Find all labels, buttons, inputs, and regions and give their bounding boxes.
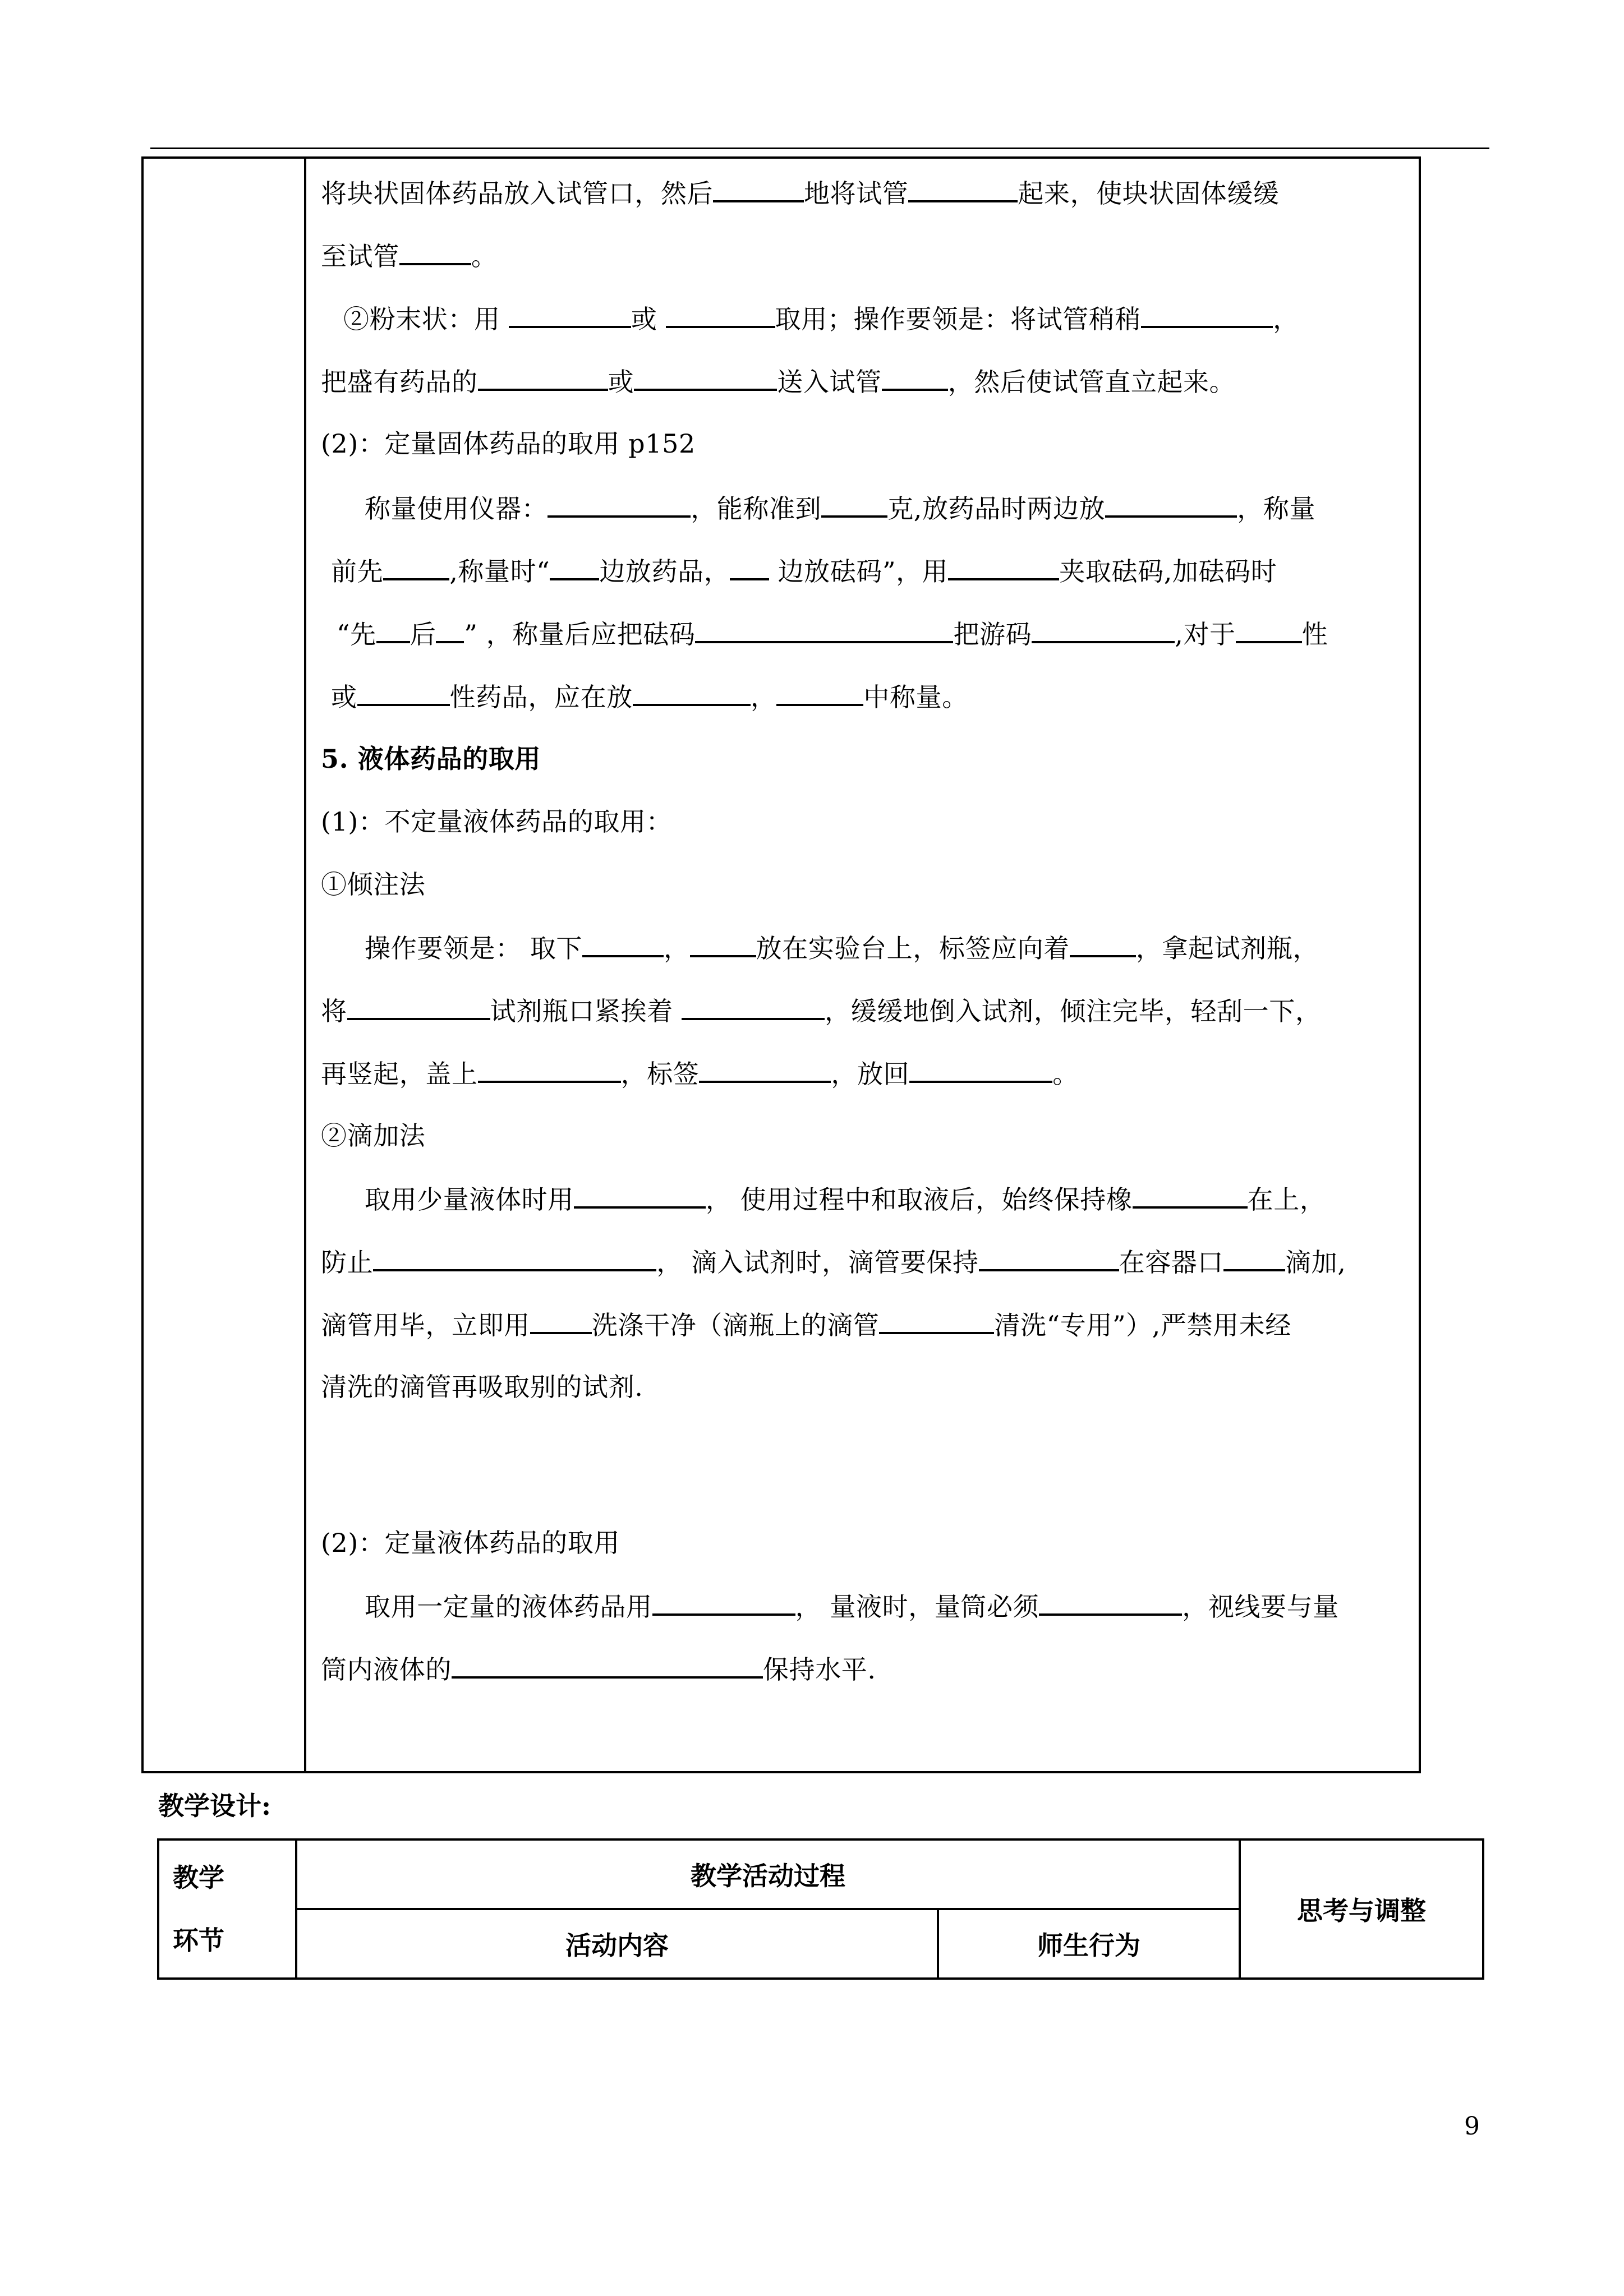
line-text: 至试管 — [321, 241, 399, 271]
fill-in-blank[interactable] — [582, 930, 664, 957]
line-text: 5. 液体药品的取用 — [321, 744, 541, 774]
fill-in-blank[interactable] — [1236, 616, 1302, 643]
fill-in-blank[interactable] — [690, 930, 756, 957]
line-text: ，缓缓地倒入试剂，倾注完毕，轻刮一下， — [825, 996, 1322, 1026]
reflection-header: 思考与调整 — [1240, 1839, 1483, 1979]
fill-in-blank[interactable] — [347, 993, 490, 1020]
line-text: 中称量。 — [863, 682, 968, 712]
fill-in-blank[interactable] — [979, 1244, 1119, 1271]
line-text: 防止 — [321, 1247, 374, 1278]
line-text: (1)：不定量液体药品的取用： — [321, 806, 673, 837]
fill-in-blank[interactable] — [548, 491, 691, 518]
line-text: ①倾注法 — [321, 869, 426, 900]
fill-in-blank[interactable] — [383, 554, 449, 580]
line-text: ②粉末状：用 — [343, 304, 509, 334]
line-text: 保持水平. — [763, 1654, 876, 1685]
fill-in-blank[interactable] — [948, 554, 1059, 580]
fill-in-blank[interactable] — [1039, 1589, 1182, 1616]
line-text: ，标签 — [620, 1059, 700, 1089]
fill-in-blank[interactable] — [882, 364, 948, 391]
teacher-student-header: 师生行为 — [938, 1909, 1240, 1979]
text-line — [321, 868, 425, 901]
fill-in-blank[interactable] — [452, 1652, 763, 1679]
line-text: ，称量 — [1237, 494, 1316, 524]
text-line — [321, 1056, 1079, 1091]
line-text: ， 使用过程中和取液后，始终保持橡 — [705, 1184, 1133, 1215]
fill-in-blank[interactable] — [1105, 491, 1237, 518]
fill-in-blank[interactable] — [695, 616, 953, 643]
text-line — [343, 301, 1299, 336]
text-line — [321, 1370, 643, 1404]
text-line — [321, 1526, 620, 1560]
line-text: ，视线要与量 — [1182, 1592, 1339, 1622]
activity-content-header: 活动内容 — [296, 1909, 938, 1979]
fill-in-blank[interactable] — [682, 993, 825, 1020]
line-text: ，拿起试剂瓶， — [1135, 933, 1319, 963]
fill-in-blank[interactable] — [666, 301, 775, 328]
line-text: 。 — [1052, 1059, 1079, 1089]
line-text: 洗涤干净（滴瓶上的滴管 — [591, 1310, 880, 1340]
line-text: 放在实验台上，标签应向着 — [756, 933, 1070, 963]
text-line — [337, 616, 1328, 651]
line-text: 滴管用毕，立即用 — [321, 1310, 530, 1340]
text-line — [321, 993, 1321, 1028]
line-text: 将 — [321, 996, 347, 1026]
line-text: 性 — [1301, 619, 1328, 649]
line-text: 把游码 — [953, 619, 1032, 649]
content-table-divider — [304, 156, 306, 1773]
fill-in-blank[interactable] — [1032, 616, 1175, 643]
fill-in-blank[interactable] — [633, 679, 751, 706]
line-text: 再竖起，盖上 — [321, 1059, 478, 1089]
page-number: 9 — [1464, 2112, 1480, 2141]
line-text: 滴加, — [1285, 1247, 1346, 1278]
text-line — [321, 742, 541, 776]
header-rule — [150, 147, 1489, 149]
line-text: ，放回 — [831, 1059, 910, 1089]
fill-in-blank[interactable] — [509, 301, 631, 328]
line-text: 。 — [471, 241, 498, 271]
fill-in-blank[interactable] — [1070, 930, 1136, 957]
text-line — [321, 805, 672, 838]
text-line — [321, 238, 497, 273]
line-text: 筒内液体的 — [321, 1654, 452, 1685]
line-text: 清洗“专用”）,严禁用未经 — [994, 1310, 1291, 1340]
line-text: 送入试管 — [777, 367, 882, 397]
line-text: 边放药品， — [599, 556, 730, 587]
line-text: 起来，使块状固体缓缓 — [1018, 178, 1280, 209]
line-text: 取用；操作要领是：将试管稍稍 — [775, 304, 1142, 334]
line-text: 边放砝码”，用 — [769, 556, 949, 587]
teaching-stage-line-1: 教学 — [173, 1862, 224, 1893]
line-text: ②滴加法 — [321, 1121, 426, 1151]
text-line — [365, 930, 1319, 965]
fill-in-blank[interactable] — [399, 238, 471, 265]
text-line — [365, 1589, 1339, 1624]
line-text: 前先 — [331, 556, 384, 587]
line-text: 在容器口 — [1119, 1247, 1224, 1278]
line-text: 操作要领是： 取下 — [365, 933, 583, 963]
line-text: 性药品，应在放 — [449, 682, 633, 712]
text-line — [321, 1652, 876, 1686]
line-text: 将块状固体药品放入试管口，然后 — [321, 178, 713, 209]
line-text: ， — [750, 682, 777, 712]
line-text: 后 — [410, 619, 436, 649]
teaching-process-header: 教学活动过程 — [296, 1839, 1240, 1909]
text-line — [321, 1119, 425, 1152]
line-text: 把盛有药品的 — [321, 367, 478, 397]
fill-in-blank[interactable] — [1133, 1182, 1248, 1209]
fill-in-blank[interactable] — [879, 1307, 994, 1334]
line-text: 称量使用仪器： — [365, 494, 548, 524]
fill-in-blank[interactable] — [821, 491, 887, 518]
text-line — [321, 427, 696, 460]
fill-in-blank[interactable] — [699, 1056, 831, 1083]
line-text: ，能称准到 — [691, 494, 822, 524]
line-text: 地将试管 — [804, 178, 909, 209]
fill-in-blank[interactable] — [357, 679, 450, 706]
text-line — [321, 1244, 1346, 1279]
text-line — [365, 1182, 1326, 1216]
line-text: 或 — [331, 682, 357, 712]
text-line — [331, 554, 1277, 588]
fill-in-blank[interactable] — [730, 554, 769, 580]
fill-in-blank[interactable] — [776, 679, 863, 706]
line-text: 夹取砝码,加砝码时 — [1059, 556, 1277, 587]
line-text: 试剂瓶口紧挨着 — [490, 996, 682, 1026]
line-text: (2)：定量固体药品的取用 p152 — [321, 428, 696, 459]
teaching-stage-header — [158, 1839, 296, 1979]
fill-in-blank[interactable] — [1223, 1244, 1285, 1271]
line-text: 在上， — [1247, 1184, 1326, 1215]
fill-in-blank[interactable] — [909, 1056, 1052, 1083]
text-line — [365, 491, 1315, 525]
line-text: 或 — [608, 367, 634, 397]
line-text: ,称量时“ — [449, 556, 550, 587]
fill-in-blank[interactable] — [478, 364, 608, 391]
fill-in-blank[interactable] — [550, 554, 599, 580]
fill-in-blank[interactable] — [478, 1056, 621, 1083]
teaching-design-label: 教学设计: — [158, 1791, 271, 1821]
text-line — [321, 1307, 1291, 1342]
line-text: 取用少量液体时用 — [365, 1184, 574, 1215]
fill-in-blank[interactable] — [376, 616, 410, 643]
line-text: 克,放药品时两边放 — [887, 494, 1106, 524]
line-text: ， 量液时，量筒必须 — [795, 1592, 1039, 1622]
line-text: (2)：定量液体药品的取用 — [321, 1528, 620, 1558]
fill-in-blank[interactable] — [436, 616, 464, 643]
line-text: ， 滴入试剂时，滴管要保持 — [656, 1247, 979, 1278]
line-text: ,对于 — [1175, 619, 1236, 649]
fill-in-blank[interactable] — [652, 1589, 795, 1616]
line-text: 清洗的滴管再吸取别的试剂. — [321, 1372, 643, 1402]
text-line — [321, 176, 1279, 210]
line-text: 或 — [631, 304, 666, 334]
line-text: “先 — [337, 619, 376, 649]
text-line — [331, 679, 968, 714]
fill-in-blank[interactable] — [713, 176, 804, 202]
line-text: ， — [1273, 304, 1299, 334]
line-text: 取用一定量的液体药品用 — [365, 1592, 652, 1622]
teaching-stage-line-2: 环节 — [173, 1925, 224, 1956]
fill-in-blank[interactable] — [908, 176, 1018, 202]
fill-in-blank[interactable] — [373, 1244, 656, 1271]
fill-in-blank[interactable] — [530, 1307, 592, 1334]
fill-in-blank[interactable] — [634, 364, 777, 391]
text-line — [321, 364, 1235, 399]
fill-in-blank[interactable] — [574, 1182, 706, 1209]
line-text: ，然后使试管直立起来。 — [947, 367, 1236, 397]
line-text: ” ，称量后应把砝码 — [464, 619, 696, 649]
fill-in-blank[interactable] — [1141, 301, 1273, 328]
line-text: ， — [664, 933, 690, 963]
teaching-design-table — [157, 1838, 1484, 1980]
